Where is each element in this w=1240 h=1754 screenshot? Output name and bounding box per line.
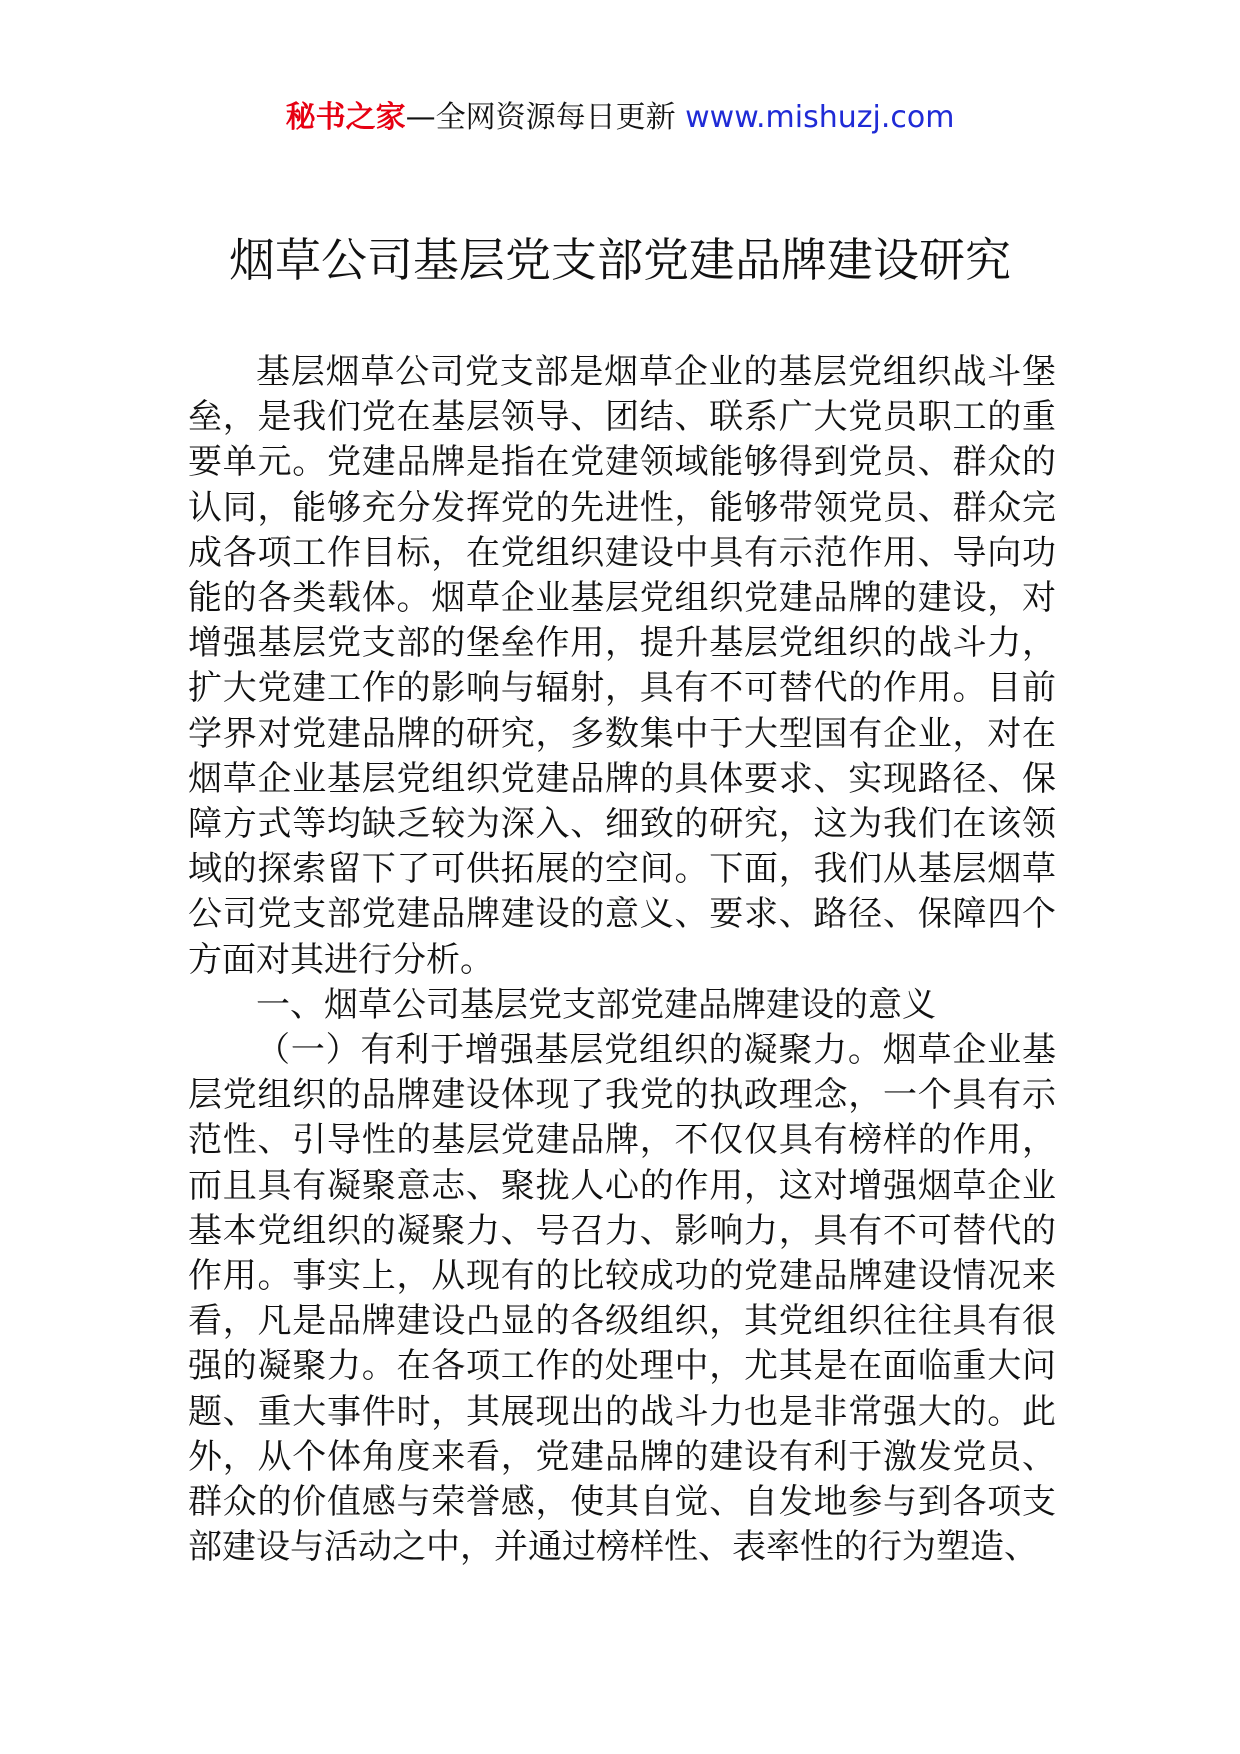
document-title: 烟草公司基层党支部党建品牌建设研究: [229, 233, 1011, 287]
intro-paragraph: 基层烟草公司党支部是烟草企业的基层党组织战斗堡垒，是我们党在基层领导、团结、联系广大党员职工的重要单元。党建品牌是指在党建领域能够得到党员、群众的认同，能够充分发挥党的先进性，能够带领党员、群众完成各项工作目标，在党组织建设中具有示范作用、导向功能的各类载体。烟草企业基层党组织党建品牌的建设，对增强基层党支部的堡垒作用，提升基层党组织的战斗力，扩大党建工作的影响与辐射，具有不可替代的作用。目前学界对党建品牌的研究，多数集中于大型国有企业，对在烟草企业基层党组织党建品牌的具体要求、实现路径、保障方式等均缺乏较为深入、细致的研究，这为我们在该领域的探索留下了可供拓展的空间。下面，我们从基层烟草公司党支部党建品牌建设的意义、要求、路径、保障四个方面对其进行分析。: [188, 352, 1056, 980]
body-paragraph: （一）有利于增强基层党组织的凝聚力。烟草企业基层党组织的品牌建设体现了我党的执政理念，一个具有示范性、引导性的基层党建品牌，不仅仅具有榜样的作用，而且具有凝聚意志、聚拢人心的作用，这对增强烟草企业基本党组织的凝聚力、号召力、影响力，具有不可替代的作用。事实上，从现有的比较成功的党建品牌建设情况来看，凡是品牌建设凸显的各级组织，其党组织往往具有很强的凝聚力。在各项工作的处理中，尤其是在面临重大问题、重大事件时，其展现出的战斗力也是非常强大的。此外，从个体角度来看，党建品牌的建设有利于激发党员、群众的价值感与荣誉感，使其自觉、自发地参与到各项支部建设与活动之中，并通过榜样性、表率性的行为塑造、: [188, 1030, 1056, 1568]
brand-name: 秘书之家: [285, 100, 406, 135]
site-header: [0, 98, 1240, 138]
document-body: [188, 350, 1056, 1570]
site-url[interactable]: www.mishuzj.com: [685, 100, 955, 135]
header-tagline: —全网资源每日更新: [405, 100, 686, 135]
section-heading: 一、烟草公司基层党支部党建品牌建设的意义: [256, 984, 936, 1025]
